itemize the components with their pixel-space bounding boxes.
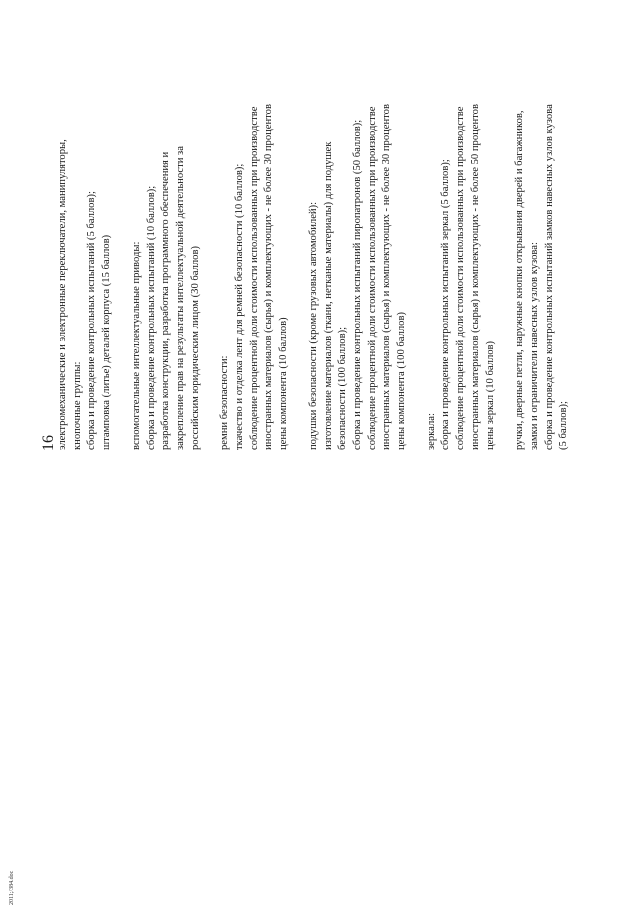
text-line: сборка и проведение контрольных испытаний пиропатронов (50 баллов); (351, 119, 363, 450)
text-line: штамповка (литье) деталей корпуса (15 баллов) (101, 234, 113, 450)
text-line: иностранных материалов (сырья) и комплектующих - не более 30 процентов (263, 104, 275, 450)
text-line: вспомогательные интеллектуальные приводы: (130, 241, 142, 450)
text-line: электромеханические и электронные переключатели, манипуляторы, (57, 139, 68, 450)
text-line: цены зеркал (10 баллов) (484, 340, 496, 450)
document-section (425, 10, 499, 450)
document-section (56, 10, 115, 450)
text-line: соблюдение процентной доли стоимости использованных при производстве (248, 106, 260, 450)
text-line: иностранных материалов (сырья) и комплектующих - не более 50 процентов (469, 104, 481, 450)
text-line: сборка и проведение контрольных испытаний замков навесных узлов кузова (543, 104, 555, 450)
text-line: разработка конструкции, разработка программного обеспечения и (160, 151, 172, 450)
text-line: (5 баллов); (558, 400, 570, 450)
document-content (56, 10, 587, 450)
text-line: российским юридическим лицом (30 баллов) (189, 245, 201, 450)
text-line: безопасности (100 баллов); (337, 326, 349, 450)
text-line: сборка и проведение контрольных испытаний (10 баллов); (145, 185, 157, 450)
text-line: иностранных материалов (сырья) и комплектующих - не более 30 процентов (381, 104, 393, 450)
document-section (307, 10, 410, 450)
text-line: подушки безопасности (кроме грузовых автомобилей): (307, 201, 319, 450)
document-section (513, 10, 572, 450)
document-section (218, 10, 292, 450)
text-line: кнопочные группы: (71, 361, 83, 450)
page-number: 16 (40, 435, 57, 451)
text-line: закрепление прав на результаты интеллектуальной деятельности за (174, 146, 186, 450)
document-section (130, 10, 204, 450)
text-line: ремни безопасности: (219, 355, 231, 450)
text-line: сборка и проведение контрольных испытаний зеркал (5 баллов); (440, 159, 452, 450)
text-line: цены компонента (10 баллов) (278, 317, 290, 450)
text-line: сборка и проведение контрольных испытаний (5 баллов); (86, 191, 98, 450)
text-line: зеркала: (425, 413, 437, 450)
text-line: ручки, дверные петли, наружные кнопки открывания дверей и багажников, (514, 110, 526, 450)
footer-file-code: 2011;/384.doc (9, 870, 15, 905)
text-line: соблюдение процентной доли стоимости использованных при производстве (366, 106, 378, 450)
text-line: изготовление материалов (ткани, нетканые материалы) для подушек (322, 141, 334, 450)
rotated-document-body (40, 20, 570, 451)
text-line: цены компонента (100 баллов) (396, 312, 408, 450)
text-line: замки и ограничители навесных узлов кузова: (528, 242, 540, 450)
text-line: соблюдение процентной доли стоимости использованных при производстве (455, 106, 467, 450)
text-line: ткачество и отделка лент для ремней безопасности (10 баллов); (234, 163, 246, 450)
